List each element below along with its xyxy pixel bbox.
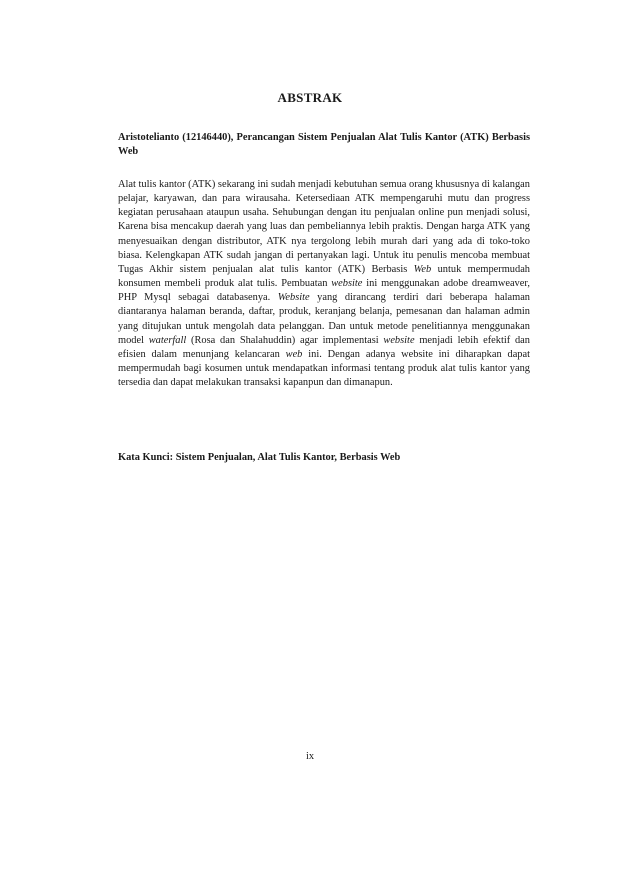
body-text: menjadi lebih efektif dan efisien dalam menunjang kelancaran (118, 334, 530, 360)
body-italic-term: Web (413, 263, 432, 275)
body-text: ini. Dengan adanya website ini diharapkan dapat mempermudah bagi kosumen untuk mendapatkan informasi tentang produk alat tulis kantor yang tersedia dan dapat melakukan transaksi kapanpun dan dimanapun. (118, 348, 530, 389)
body-text: untuk mempermudah konsumen membeli produk alat tulis. Pembuatan (118, 263, 530, 290)
body-text: yang dirancang terdiri dari beberapa halaman diantaranya halaman beranda, daftar, produk, keranjang belanja, pemesanan dan halaman admin yang ditujukan untuk mengolah data pelanggan. Dan untuk metode penelitiannya menggunakan model (118, 292, 531, 346)
keywords-line: Kata Kunci: Sistem Penjualan, Alat Tulis Kantor, Berbasis Web (118, 452, 401, 463)
abstract-body (118, 178, 530, 390)
body-text: ini menggunakan adobe dreamweaver, PHP Mysql sebagai databasenya. (118, 278, 531, 304)
body-text: (Rosa dan Shalahuddin) agar implementasi (186, 334, 384, 346)
body-italic-term: website (383, 334, 415, 346)
page-title: ABSTRAK (277, 90, 343, 105)
body-italic-term: Website (277, 292, 310, 304)
page-number: ix (305, 751, 315, 762)
body-italic-term: web (285, 348, 303, 360)
abstract-paragraph (118, 178, 530, 390)
body-italic-term: website (331, 278, 363, 290)
body-italic-term: waterfall (148, 334, 187, 346)
body-text: Alat tulis kantor (ATK) sekarang ini sudah menjadi kebutuhan semua orang khususnya di kalangan pelajar, karyawan, dan para wirausaha. Ketersediaan ATK mempengaruhi mutu dan progress kegiatan perusahaan ataupun usaha. Sehubungan dengan itu penjualan online pun menjadi solusi, Karena bisa mencakup daerah yang luas dan pembeliannya lebih praktis. Dengan harga ATK yang menyesuaikan dengan distributor, ATK nya tergolong lebih murah dari yang ada di toko-toko biasa. Kelengkapan ATK sudah jangan di pertanyakan lagi. Untuk itu penulis mencoba membuat Tugas Akhir sistem penjualan alat tulis kantor (ATK) Berbasis (118, 179, 530, 275)
author-title-line: Aristotelianto (12146440), Perancangan Sistem Penjualan Alat Tulis Kantor (ATK) Berbasis Web (118, 132, 530, 157)
